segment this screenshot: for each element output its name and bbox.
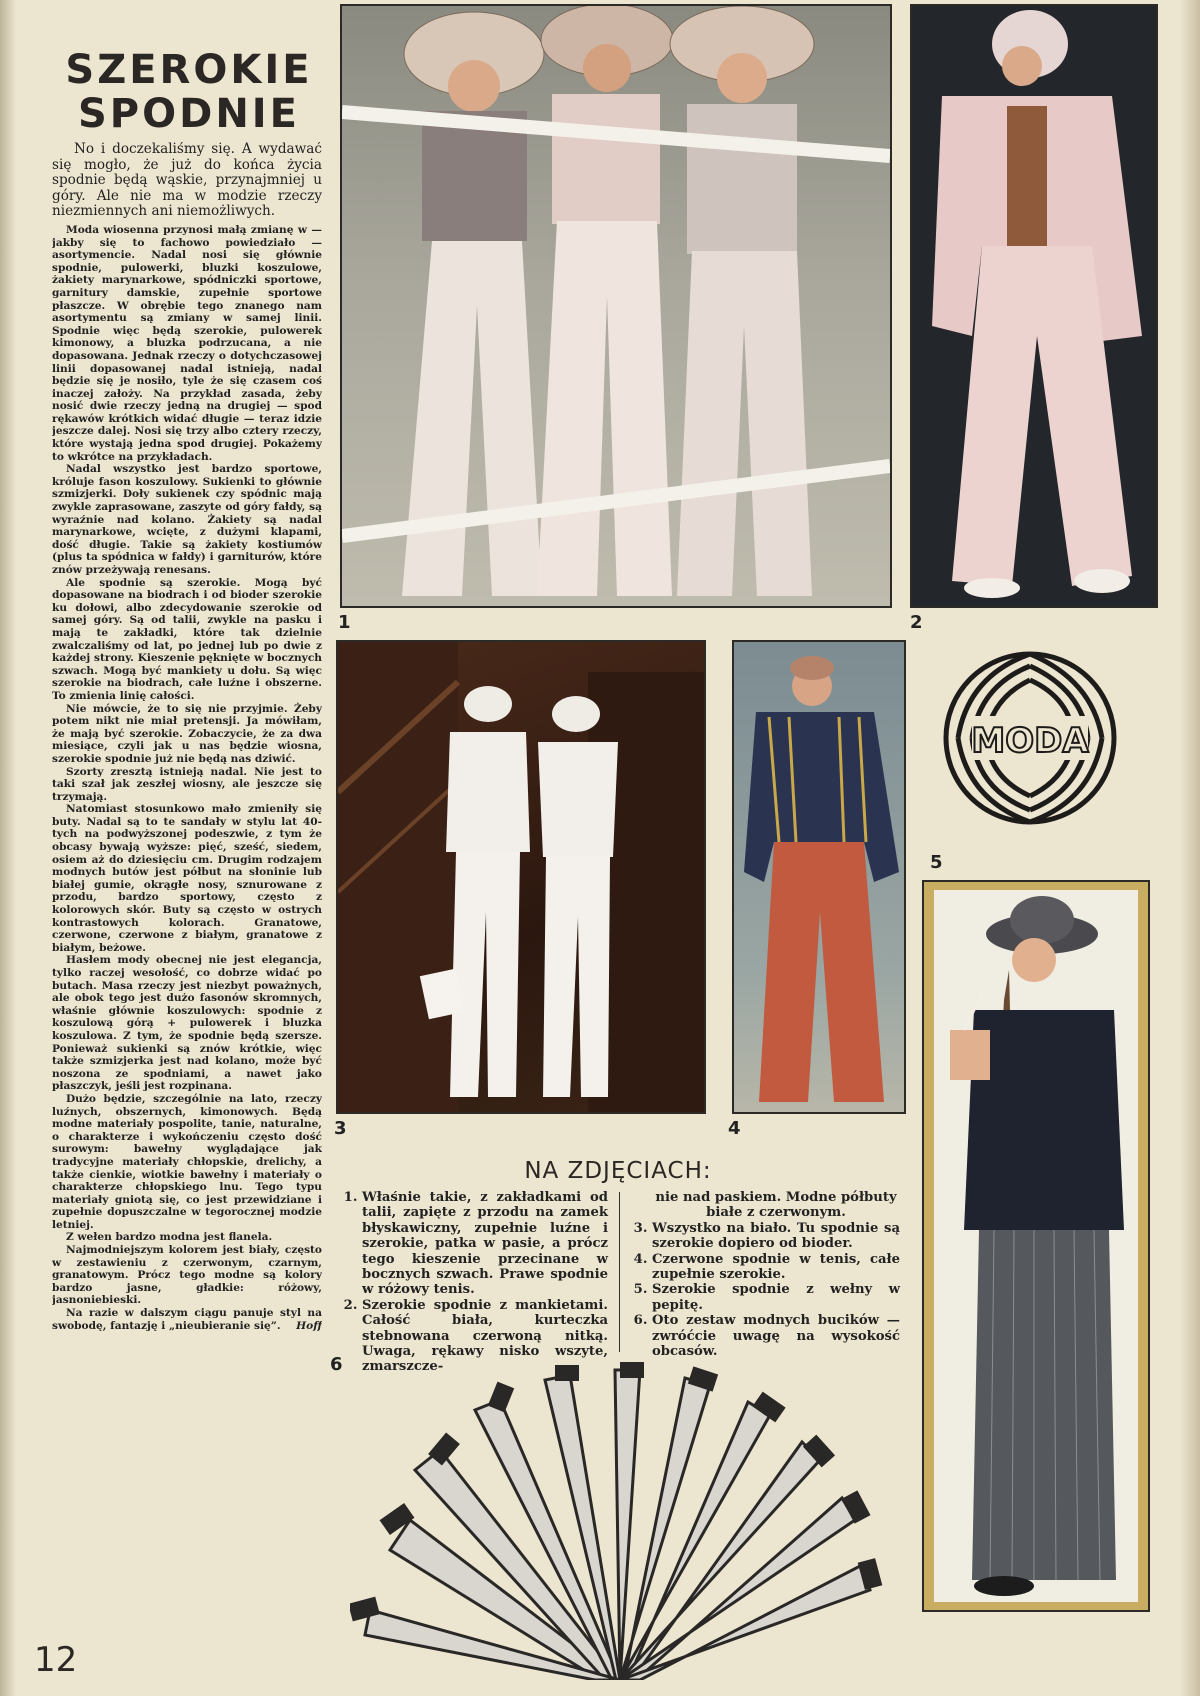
article-lead: No i doczekaliśmy się. A wydawać się mogło, że już do końca życia spodnie będą wąskie, przynajmniej u góry. Ale nie ma w modzie rzeczy niezmiennych ani niemożliwych. bbox=[52, 142, 322, 220]
photo-4-illustration bbox=[734, 642, 904, 1112]
photo-number-4: 4 bbox=[728, 1118, 741, 1139]
photo-number-2: 2 bbox=[910, 612, 923, 633]
page-binding-shadow bbox=[0, 0, 16, 1696]
author-signature: Hoff bbox=[296, 1320, 322, 1333]
article-paragraph: Szorty zresztą istnieją nadal. Nie jest to taki szał jak zeszłej wiosny, ale jeszcze się trzymają. bbox=[52, 765, 322, 803]
article-paragraph: Ale spodnie są szerokie. Mogą być dopasowane na biodrach i od bioder szerokie ku dołowi, albo zdecydowanie szerokie od samej góry. Są od talii, zwykle na pasku i mają te zakładki, które tak dzielnie zwalczaliśmy od lat, po jednej lub po dwie z każdej strony. Kieszenie pęknięte w bocznych szwach. Mogą być mankiety u dołu. Są więc szerokie na biodrach, całe luźne i obszerne. To zmienia linię całości. bbox=[52, 576, 322, 702]
caption-column-divider bbox=[619, 1192, 620, 1352]
captions-title: NA ZDJĘCIACH: bbox=[524, 1158, 712, 1184]
caption-item-3: 3. Wszystko na biało. Tu spodnie są szerokie dopiero od bioder. bbox=[652, 1221, 900, 1252]
moda-spiral-icon bbox=[942, 650, 1118, 826]
captions-column-2 bbox=[632, 1190, 900, 1359]
article-paragraph: Z wełen bardzo modna jest flanela. bbox=[66, 1231, 273, 1244]
photo-2-illustration bbox=[912, 6, 1156, 606]
page-number: 12 bbox=[34, 1640, 78, 1680]
photo-pink-jacket-suit bbox=[910, 4, 1158, 608]
photo-3-illustration bbox=[338, 642, 704, 1112]
article-paragraph: Na razie w dalszym ciągu panuje styl na swobodę, fantazję i „nieubieranie się”. bbox=[52, 1307, 322, 1332]
article-paragraph: Natomiast stosunkowo mało zmieniły się buty. Nadal są to te sandały w stylu lat 40-tych na podwyższonej podeszwie, z tym że obcasy bywają wyższe: pięć, sześć, siedem, osiem aż do dziesięciu cm. Drugim rodzajem modnych butów jest półbut na słoninie lub białej gumie, okrągłe nosy, sznurowane z przodu, bardzo sportowy, często z kolorowych skór. Buty są często w ostrych kontrastowych kolorach. Granatowe, czerwone, czerwone z białym, granatowe z białym, beżowe. bbox=[52, 803, 322, 954]
moda-badge bbox=[942, 650, 1118, 826]
article-paragraph: Hasłem mody obecnej nie jest elegancja, tylko raczej wesołość, co dobrze widać po butach. Masa rzeczy jest niezbyt poważnych, ale obok tego jest dużo fasonów skromnych, właśnie głównie koszulowych: spodnie z koszulową górą + pulowerek i bluzka koszulowa. Z tym, że spodnie będą szersze. Ponieważ sukienki są znów krótkie, więc także szmizjerka jest nad kolano, może być noszona ze spodniami, a nawet jako płaszczyk, jeśli jest rozpinana. bbox=[52, 954, 322, 1093]
caption-item-5: 5. Szerokie spodnie z wełny w pepitę. bbox=[652, 1282, 900, 1313]
photo-three-women-wide-trousers bbox=[340, 4, 892, 608]
photo-1-illustration bbox=[342, 6, 890, 606]
article-paragraph: Moda wiosenna przynosi małą zmianę w — jakby się to fachowo powiedziało — asortymencie. Nadal nosi się głównie spodnie, pulowerki, bluzki koszulowe, żakiety marynarkowe, spódniczki sportowe, garnitury damskie, zupełnie sportowe płaszcze. W obrębie tego znanego nam asortymentu są zmiany w samej linii. Spodnie więc będą szerokie, pulowerek kimonowy, a bluzka podrzucana, a nie dopasowana. Jednak rzeczy o dotychczasowej linii dopasowanej nadal istnieją, nadal będzie się je nosiło, tyle że się czasem coś inaczej założy. Na przykład zasada, żeby nosić dwie rzeczy jedną na drugiej — spod rękawów krótkich widać długie — teraz idzie jeszcze dalej. Nosi się trzy albo cztery rzeczy, które wystają jedna spod drugiej. Pokażemy to wkrótce na przykładach. bbox=[52, 223, 322, 463]
caption-item-6: 6. Oto zestaw modnych bucików — zwróćcie uwagę na wysokość obcasów. bbox=[652, 1313, 900, 1359]
article-paragraph: Najmodniejszym kolorem jest biały, często w zestawieniu z czerwonym, czarnym, granatowym. Prócz tego modne są kolory bardzo jasne, gładkie: różowy, jasnoniebieski. bbox=[52, 1244, 322, 1307]
caption-item-2-continuation: nie nad paskiem. Modne półbuty białe z czerwonym. bbox=[655, 1190, 897, 1221]
caption-item-4: 4. Czerwone spodnie w tenis, całe zupełnie szerokie. bbox=[652, 1252, 900, 1283]
captions-column-1 bbox=[342, 1190, 608, 1375]
caption-item-2: 2. Szerokie spodnie z mankietami. Całość biała, kurteczka stebnowana czerwoną nitką. Uwaga, rękawy nisko wszyte, zmarszcze- bbox=[362, 1298, 608, 1375]
photo-striped-blazer-red-trousers bbox=[732, 640, 906, 1114]
article-title-line-2: SPODNIE bbox=[77, 91, 300, 137]
page-edge-shadow bbox=[1180, 0, 1200, 1696]
photo-number-3: 3 bbox=[334, 1118, 347, 1139]
article-title-line-1: SZEROKIE bbox=[65, 47, 313, 93]
moda-badge-label: MODA bbox=[971, 721, 1089, 761]
caption-item-1: 1. Właśnie takie, z zakładkami od talii, zapięte z przodu na zamek błyskawiczny, zupełnie luźne i szerokie, patka w pasie, a prócz tego kieszenie przecinane w bocznych szwach. Prawe spodnie w różowy tenis. bbox=[362, 1190, 608, 1298]
photo-number-1: 1 bbox=[338, 612, 351, 633]
article-paragraph: Nie mówcie, że to się nie przyjmie. Żeby potem nikt nie miał pretensji. Ja mówiłam, że mają być szerokie. Zobaczycie, że za dwa miesiące, czyli jak u nas będzie wiosna, szerokie spodnie już nie będą nas dziwić. bbox=[52, 702, 322, 765]
photo-6-illustration bbox=[350, 1360, 890, 1680]
photo-5-background bbox=[934, 890, 1138, 1602]
article-title bbox=[60, 48, 318, 136]
photo-white-outfits-staircase bbox=[336, 640, 706, 1114]
article-paragraph: Nadal wszystko jest bardzo sportowe, króluje fason koszulowy. Sukienki to głównie szmizjerki. Doły sukienek czy spódnic mają zwykle zaprasowane, zaszyte od góry fałdy, są wyraźnie nad kolano. Żakiety są nadal marynarkowe, wcięte, z dużymi klapami, dość długie. Takie są żakiety kostiumów (plus ta spódnica w fałdy) i garniturów, które znów przeżywają renesans. bbox=[52, 463, 322, 576]
article-paragraph: Dużo będzie, szczególnie na lato, rzeczy luźnych, obszernych, kimonowych. Będą modne materiały pospolite, tanie, naturalne, o charakterze i wykończeniu często dość surowym: bawełny wyglądające jak tradycyjne materiały chłopskie, drelichy, a także cienkie, wiotkie bawełny i materiały o charakterze chłopskiego lnu. Tego typu materiały gniotą się, co jest przewidziane i zupełnie dopuszczalne w tegorocznej modzie letniej. bbox=[52, 1092, 322, 1231]
article-body bbox=[52, 142, 322, 1650]
photo-houndstooth-wide-trousers bbox=[922, 880, 1150, 1612]
photo-shoes-fan bbox=[350, 1360, 890, 1680]
photo-number-6: 6 bbox=[330, 1354, 343, 1375]
photo-number-5: 5 bbox=[930, 852, 943, 873]
photo-5-illustration bbox=[934, 890, 1142, 1606]
